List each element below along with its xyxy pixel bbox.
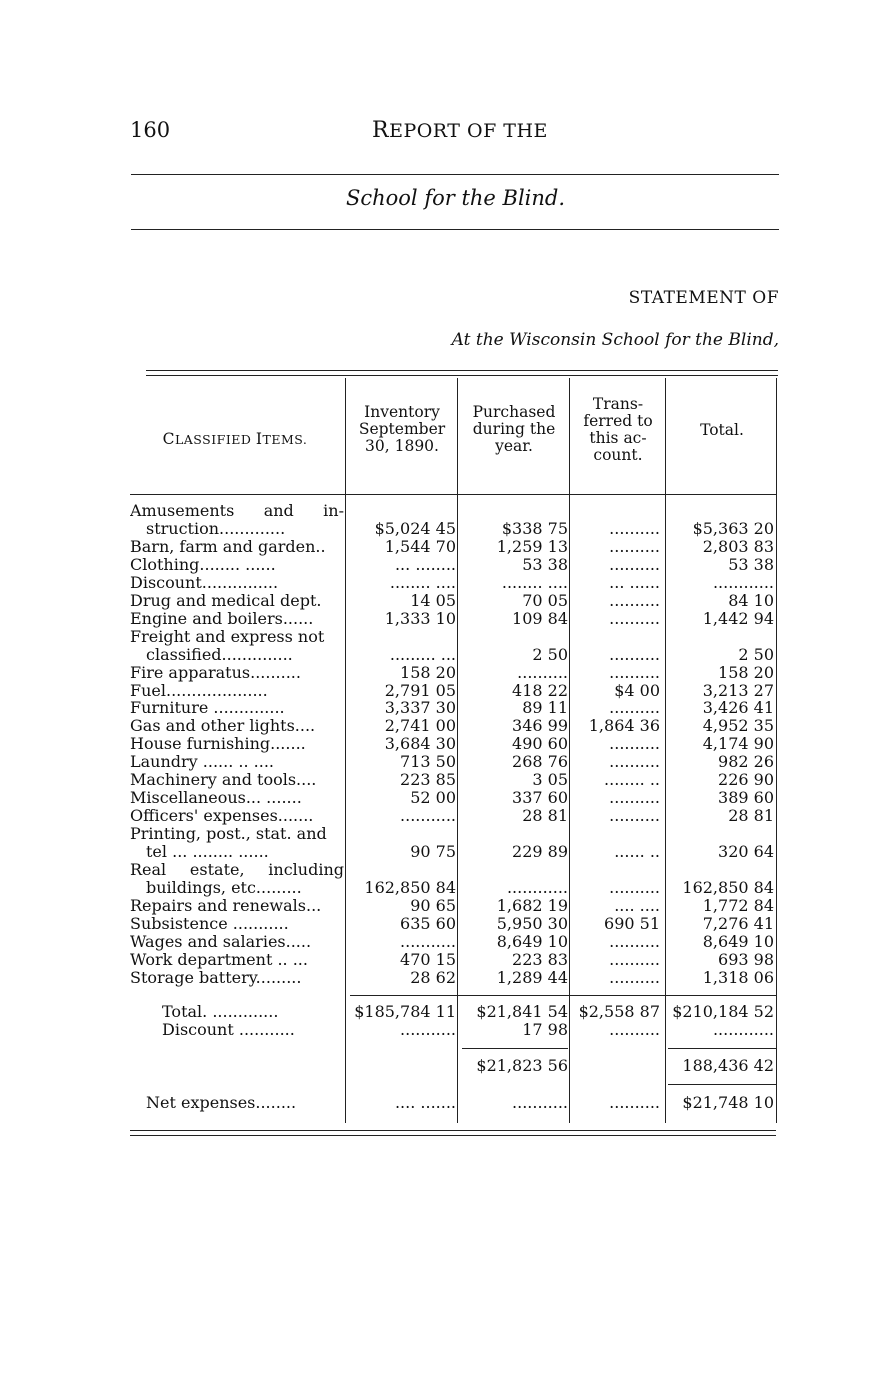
cell-tra: .......... [609,1094,660,1112]
cell-pur: 1,289 44 [496,968,568,987]
header-line: September [358,420,446,438]
cell-pur: 223 83 [512,950,568,969]
cell-pur: 5,950 30 [496,914,568,933]
row-label: Fuel.................... [130,681,268,700]
header-line: count. [593,446,643,464]
cell-tot: 4,174 90 [702,735,774,754]
cell-inv: 1,333 10 [384,609,456,628]
items-rest-2: TEMS. [262,432,308,447]
cell-tra: .......... [609,591,660,610]
cell-inv: 52 00 [410,789,456,808]
cell-inv: ... ........ [394,555,456,574]
header-line: Inventory [364,403,440,421]
row-label: Engine and boilers...... [130,609,314,628]
cell-tot: 84 10 [728,591,774,610]
table-row [0,592,896,610]
table-row [0,825,896,843]
row-label: Barn, farm and garden.. [130,537,326,556]
cell-pur: 8,649 10 [496,932,568,951]
cell-tot: $5,363 20 [692,519,774,538]
table-top-rule-1 [146,370,778,371]
net-rule [668,1084,776,1085]
cell-tra: .... .... [614,896,660,915]
cell-tot: 53 38 [728,555,774,574]
cell-pur: 1,259 13 [496,537,568,556]
row-label: Drug and medical dept. [130,591,322,610]
cell-tot: 3,213 27 [702,681,774,700]
cell-tot: 693 98 [718,950,774,969]
cell-inv: $185,784 11 [354,1003,456,1021]
row-label: Real estate, including [130,861,344,879]
table-row [0,682,896,700]
cell-tot: 389 60 [718,789,774,808]
cell-tra: .......... [609,932,660,951]
cell-tot: 7,276 41 [702,914,774,933]
row-label: Clothing........ ...... [130,555,276,574]
row-label: Repairs and renewals... [130,896,322,915]
cell-tra: .......... [609,878,660,897]
grand-subtotal-rule [668,1048,776,1049]
cell-inv: 28 62 [410,968,456,987]
cell-inv: 470 15 [400,950,456,969]
cell-inv: 162,850 84 [364,878,456,897]
cell-pur: 418 22 [512,681,568,700]
cell-tot: 162,850 84 [682,878,774,897]
table-row [0,556,896,574]
table-row [0,520,896,538]
cell-tot: 226 90 [718,771,774,790]
row-label: Gas and other lights.... [130,717,316,736]
cell-pur: 229 89 [512,843,568,862]
cell-tra: ... ...... [609,573,660,592]
cell-tot: 1,772 84 [702,896,774,915]
cell-tra: ...... .. [614,843,660,862]
header-line: year. [495,437,533,455]
cell-inv: ........... [400,807,456,826]
table-bottom-rule-2 [130,1135,776,1136]
cell-tra: .......... [609,807,660,826]
cell-inv: 90 65 [410,896,456,915]
row-label: Subsistence ........... [130,914,289,933]
cell-pur: 2 50 [532,645,568,664]
table-row [0,538,896,556]
cell-tra: .......... [609,789,660,808]
cell-tra: .......... [609,699,660,718]
cell-tot: 3,426 41 [702,699,774,718]
header-line: Purchased [472,403,556,421]
row-label: Discount............... [130,573,279,592]
row-label: Laundry ...... .. .... [130,753,274,772]
cell-inv: 90 75 [410,843,456,862]
row-label: Storage battery......... [130,968,302,987]
row-label: Total. ............. [162,1003,279,1021]
cell-pur: 1,682 19 [496,896,568,915]
cell-tra: .......... [609,753,660,772]
row-label: Amusements and in- [130,502,344,520]
cell-inv: 2,741 00 [384,717,456,736]
cell-tra: .......... [609,663,660,682]
header-rule-bottom [131,229,779,230]
cell-tra: 690 51 [604,914,660,933]
table-row [0,664,896,682]
header-bottom-rule [130,494,776,495]
cell-pur: 109 84 [512,609,568,628]
row-label: classified.............. [146,645,293,664]
column-header-total [668,422,776,439]
row-label: buildings, etc......... [146,878,302,897]
cell-pur: $338 75 [501,519,568,538]
row-label: Machinery and tools.... [130,771,317,790]
cell-inv: 223 85 [400,771,456,790]
row-label: Discount ........... [162,1021,295,1039]
table-row [0,1057,896,1075]
cell-tra: $2,558 87 [578,1003,660,1021]
cell-tot: 320 64 [718,843,774,862]
row-label: Miscellaneous... ....... [130,789,302,808]
table-row [0,789,896,807]
table-row [0,1003,896,1021]
cell-tra: 1,864 36 [588,717,660,736]
column-header-items [130,430,340,448]
cell-tot: ............ [712,573,774,592]
cell-inv: 2,791 05 [384,681,456,700]
statement-subtitle: At the Wisconsin School for the Blind, [451,330,779,350]
cell-tot: 1,318 06 [702,968,774,987]
table-bottom-rule-1 [130,1130,776,1131]
row-label: Furniture .............. [130,699,285,718]
table-row [0,807,896,825]
table-row [0,915,896,933]
cell-tot: $210,184 52 [672,1003,774,1021]
cell-tot: 188,436 42 [682,1057,774,1075]
cell-tot: 2 50 [738,645,774,664]
row-label: Wages and salaries..... [130,932,312,951]
table-top-rule-2 [146,375,778,376]
table-row [0,1094,896,1112]
cell-pur: .......... [517,663,568,682]
row-label: Officers' expenses....... [130,807,314,826]
row-label: Work department .. ... [130,950,308,969]
cell-pur: $21,841 54 [476,1003,568,1021]
header-line: 30, 1890. [365,437,439,455]
cell-pur: 337 60 [512,789,568,808]
items-initial-2: I [255,430,263,448]
cell-tra: .......... [609,555,660,574]
cell-inv: 1,544 70 [384,537,456,556]
statement-title: STATEMENT OF [628,288,779,308]
cell-tra: .......... [609,537,660,556]
cell-tra: .......... [609,609,660,628]
row-label: Freight and express not [130,627,325,646]
cell-inv: ........... [400,1021,456,1039]
cell-tot: 4,952 35 [702,717,774,736]
running-head-initial: R [372,118,390,143]
cell-tot: 1,442 94 [702,609,774,628]
table-row [0,1021,896,1039]
cell-inv: ........ .... [389,573,456,592]
table-row [0,717,896,735]
cell-inv: 3,684 30 [384,735,456,754]
cell-tra: .......... [609,519,660,538]
header-line: this ac- [589,429,647,447]
column-header-purchased [460,404,568,455]
cell-inv: 3,337 30 [384,699,456,718]
header-line: during the [472,420,556,438]
cell-pur: $21,823 56 [476,1057,568,1075]
table-row [0,502,896,520]
subtotal-rule [462,1048,568,1049]
cell-pur: ........ .... [501,573,568,592]
table-row [0,933,896,951]
cell-pur: ........... [512,1094,568,1112]
section-title: School for the Blind. [345,186,566,210]
column-header-inventory [348,404,456,455]
table-row [0,879,896,897]
items-rest-1: LASSIFIED [174,432,256,447]
cell-tra: $4 00 [614,681,660,700]
cell-tot: 28 81 [728,807,774,826]
cell-inv: ........... [400,932,456,951]
table-row [0,735,896,753]
cell-inv: 14 05 [410,591,456,610]
row-label: Fire apparatus.......... [130,663,301,682]
cell-tot: ............ [712,1021,774,1039]
cell-tra: .......... [609,1021,660,1039]
header-rule-top [131,174,779,175]
cell-inv: 158 20 [400,663,456,682]
table-row [0,861,896,879]
header-line: Total. [700,421,744,439]
row-label: tel ... ........ ...... [146,843,269,862]
cell-pur: 70 05 [522,591,568,610]
cell-tot: 982 26 [718,753,774,772]
cell-inv: ......... ... [389,645,456,664]
cell-pur: 490 60 [512,735,568,754]
cell-tra: ........ .. [604,771,660,790]
cell-tot: 158 20 [718,663,774,682]
cell-tra: .......... [609,645,660,664]
cell-inv: 713 50 [400,753,456,772]
column-header-transferred [572,396,664,464]
cell-inv: $5,024 45 [374,519,456,538]
table-row [0,753,896,771]
header-line: Trans- [592,395,644,413]
cell-tra: .......... [609,950,660,969]
row-label: struction............. [146,519,286,538]
cell-tra: .......... [609,735,660,754]
table-row [0,969,896,987]
running-head [372,118,548,143]
cell-pur: 53 38 [522,555,568,574]
cell-pur: 28 81 [522,807,568,826]
cell-inv: 635 60 [400,914,456,933]
cell-pur: 3 05 [532,771,568,790]
cell-pur: 17 98 [522,1021,568,1039]
cell-inv: .... ....... [394,1094,456,1112]
cell-tra: .......... [609,968,660,987]
table-row [0,699,896,717]
table-row [0,628,896,646]
cell-pur: 89 11 [522,699,568,718]
page-number: 160 [130,118,171,142]
table-row [0,646,896,664]
row-label: Net expenses........ [146,1094,297,1112]
cell-pur: ............ [506,878,568,897]
running-head-rest: EPORT OF THE [389,120,548,142]
table-row [0,951,896,969]
cell-tot: 8,649 10 [702,932,774,951]
row-label: Printing, post., stat. and [130,825,327,844]
table-row [0,610,896,628]
items-initial-1: C [162,430,175,448]
cell-pur: 346 99 [512,717,568,736]
table-row [0,771,896,789]
table-row [0,843,896,861]
table-row [0,574,896,592]
cell-tot: $21,748 10 [682,1094,774,1112]
cell-pur: 268 76 [512,753,568,772]
header-line: ferred to [583,412,653,430]
table-row [0,897,896,915]
cell-tot: 2,803 83 [702,537,774,556]
total-rule [350,995,776,996]
row-label: House furnishing....... [130,735,306,754]
